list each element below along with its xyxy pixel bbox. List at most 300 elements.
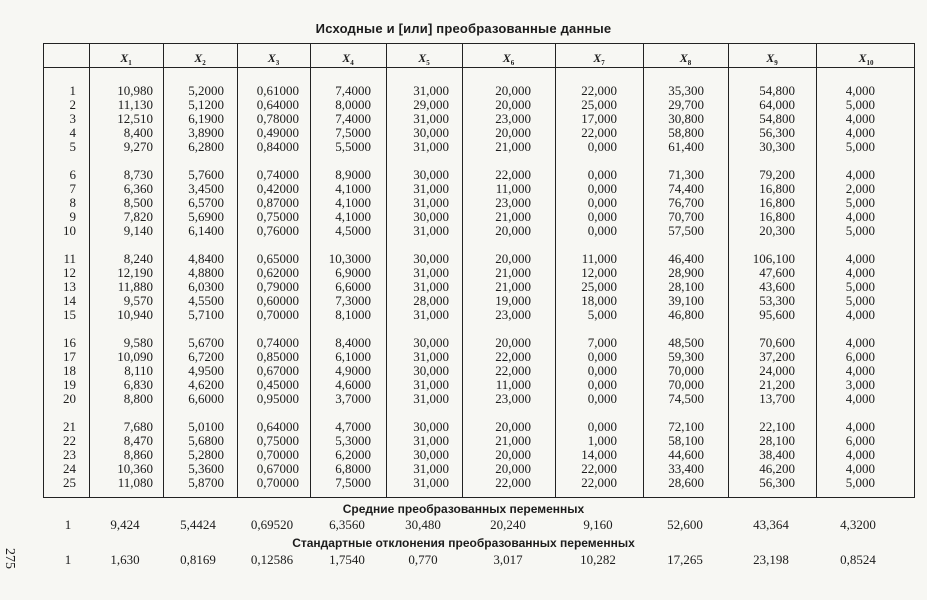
table-cell: 20,000: [495, 125, 531, 140]
table-cell: 20,000: [495, 223, 531, 238]
table-cell: 0,67000: [256, 363, 299, 378]
table-cell: 31,000: [413, 475, 449, 490]
table-cell: 8,800: [123, 391, 153, 406]
table-cell: 5,000: [845, 293, 875, 308]
summary-cell: 30,480: [405, 517, 441, 532]
row-number: 18: [63, 363, 76, 378]
table-cell: 2,000: [845, 181, 875, 196]
table-cell: 4,000: [845, 209, 875, 224]
table-cell: 0,000: [587, 181, 617, 196]
table-cell: 0,49000: [256, 125, 299, 140]
summary-cell: 10,282: [580, 552, 616, 567]
table-cell: 53,300: [759, 293, 795, 308]
page-number: 275: [2, 548, 17, 569]
table-cell: 22,000: [581, 125, 617, 140]
table-cell: 28,100: [759, 433, 795, 448]
table-cell: 44,600: [668, 447, 704, 462]
table-cell: 22,000: [581, 461, 617, 476]
table-cell: 48,500: [668, 335, 704, 350]
table-cell: 31,000: [413, 377, 449, 392]
summary-cell: 20,240: [490, 517, 526, 532]
table-cell: 31,000: [413, 433, 449, 448]
table-cell: 28,600: [668, 475, 704, 490]
table-cell: 4,000: [845, 447, 875, 462]
table-cell: 5,3600: [188, 461, 224, 476]
table-cell: 5,6900: [188, 209, 224, 224]
table-cell: 5,3000: [335, 433, 371, 448]
column-divider: [462, 44, 463, 497]
table-cell: 5,6700: [188, 335, 224, 350]
row-number: 8: [69, 195, 76, 210]
table-cell: 29,700: [668, 97, 704, 112]
table-cell: 7,820: [123, 209, 153, 224]
table-cell: 13,700: [759, 391, 795, 406]
column-divider: [816, 44, 817, 497]
table-cell: 0,85000: [256, 349, 299, 364]
table-cell: 7,000: [587, 335, 617, 350]
table-cell: 11,000: [495, 181, 531, 196]
table-cell: 30,300: [759, 139, 795, 154]
summary-cell: 52,600: [667, 517, 703, 532]
table-cell: 0,84000: [256, 139, 299, 154]
table-cell: 8,9000: [335, 167, 371, 182]
table-cell: 0,000: [587, 419, 617, 434]
table-cell: 6,6000: [188, 391, 224, 406]
table-cell: 10,940: [117, 307, 153, 322]
table-cell: 5,000: [845, 223, 875, 238]
table-cell: 0,74000: [256, 167, 299, 182]
table-cell: 23,000: [495, 195, 531, 210]
table-cell: 4,000: [845, 167, 875, 182]
row-number: 12: [63, 265, 76, 280]
table-cell: 6,6000: [335, 279, 371, 294]
table-cell: 0,60000: [256, 293, 299, 308]
table-cell: 46,200: [759, 461, 795, 476]
table-cell: 35,300: [668, 83, 704, 98]
table-cell: 31,000: [413, 349, 449, 364]
table-cell: 20,000: [495, 335, 531, 350]
table-cell: 5,000: [587, 307, 617, 322]
table-cell: 4,1000: [335, 209, 371, 224]
table-cell: 20,000: [495, 447, 531, 462]
table-cell: 20,000: [495, 97, 531, 112]
table-cell: 28,900: [668, 265, 704, 280]
table-cell: 0,000: [587, 209, 617, 224]
summary-cell: 0,69520: [250, 517, 294, 532]
table-cell: 5,7600: [188, 167, 224, 182]
table-cell: 10,980: [117, 83, 153, 98]
table-cell: 3,7000: [335, 391, 371, 406]
table-cell: 6,2000: [335, 447, 371, 462]
table-cell: 30,000: [413, 447, 449, 462]
table-cell: 54,800: [759, 111, 795, 126]
table-cell: 6,830: [123, 377, 153, 392]
row-number: 11: [63, 251, 76, 266]
column-divider: [728, 44, 729, 497]
table-cell: 74,500: [668, 391, 704, 406]
row-number: 25: [63, 475, 76, 490]
table-cell: 58,100: [668, 433, 704, 448]
table-cell: 5,000: [845, 97, 875, 112]
table-cell: 8,0000: [335, 97, 371, 112]
row-number: 17: [63, 349, 76, 364]
table-cell: 7,3000: [335, 293, 371, 308]
table-cell: 79,200: [759, 167, 795, 182]
row-number: 21: [63, 419, 76, 434]
table-cell: 10,3000: [328, 251, 371, 266]
table-cell: 16,800: [759, 209, 795, 224]
row-number: 16: [63, 335, 76, 350]
table-cell: 76,700: [668, 195, 704, 210]
table-cell: 6,5700: [188, 195, 224, 210]
table-cell: 0,42000: [256, 181, 299, 196]
table-cell: 8,730: [123, 167, 153, 182]
summary-cell: 0,8169: [180, 552, 216, 567]
table-cell: 0,75000: [256, 433, 299, 448]
table-cell: 5,0100: [188, 419, 224, 434]
table-cell: 0,70000: [256, 475, 299, 490]
table-cell: 4,9500: [188, 363, 224, 378]
table-cell: 7,4000: [335, 111, 371, 126]
table-cell: 4,000: [845, 363, 875, 378]
table-cell: 64,000: [759, 97, 795, 112]
table-cell: 0,000: [587, 391, 617, 406]
table-cell: 28,000: [413, 293, 449, 308]
table-cell: 4,000: [845, 461, 875, 476]
table-cell: 21,000: [495, 139, 531, 154]
table-cell: 6,2800: [188, 139, 224, 154]
row-number: 6: [69, 167, 76, 182]
column-divider: [89, 44, 90, 497]
table-cell: 12,000: [581, 265, 617, 280]
table-cell: 0,62000: [256, 265, 299, 280]
summary-cell: 1,7540: [329, 552, 365, 567]
table-cell: 11,000: [581, 251, 617, 266]
row-number: 19: [63, 377, 76, 392]
table-cell: 5,7100: [188, 307, 224, 322]
table-cell: 37,200: [759, 349, 795, 364]
row-number: 13: [63, 279, 76, 294]
table-cell: 18,000: [581, 293, 617, 308]
table-cell: 4,000: [845, 251, 875, 266]
header-divider: [44, 67, 914, 68]
table-cell: 47,600: [759, 265, 795, 280]
table-cell: 5,000: [845, 195, 875, 210]
table-cell: 5,2800: [188, 447, 224, 462]
table-cell: 3,8900: [188, 125, 224, 140]
table-cell: 4,000: [845, 391, 875, 406]
table-cell: 31,000: [413, 111, 449, 126]
table-cell: 7,4000: [335, 83, 371, 98]
row-number: 1: [64, 517, 72, 532]
table-cell: 95,600: [759, 307, 795, 322]
table-cell: 72,100: [668, 419, 704, 434]
summary-cell: 0,8524: [840, 552, 876, 567]
column-header: $X_7$: [593, 51, 605, 67]
table-cell: 4,000: [845, 335, 875, 350]
summary-cell: 4,3200: [840, 517, 876, 532]
table-cell: 31,000: [413, 391, 449, 406]
table-cell: 0,74000: [256, 335, 299, 350]
table-cell: 70,600: [759, 335, 795, 350]
table-cell: 0,76000: [256, 223, 299, 238]
table-cell: 22,100: [759, 419, 795, 434]
table-cell: 29,000: [413, 97, 449, 112]
column-header: $X_1$: [120, 51, 132, 67]
table-cell: 70,700: [668, 209, 704, 224]
table-cell: 22,000: [495, 349, 531, 364]
table-cell: 0,65000: [256, 251, 299, 266]
table-cell: 4,1000: [335, 181, 371, 196]
table-cell: 12,190: [117, 265, 153, 280]
table-cell: 56,300: [759, 475, 795, 490]
table-cell: 14,000: [581, 447, 617, 462]
table-cell: 30,000: [413, 363, 449, 378]
table-cell: 19,000: [495, 293, 531, 308]
table-cell: 21,000: [495, 279, 531, 294]
table-cell: 23,000: [495, 307, 531, 322]
table-cell: 8,1000: [335, 307, 371, 322]
table-cell: 30,000: [413, 251, 449, 266]
table-cell: 25,000: [581, 279, 617, 294]
table-cell: 31,000: [413, 223, 449, 238]
table-cell: 33,400: [668, 461, 704, 476]
table-cell: 4,000: [845, 419, 875, 434]
table-cell: 0,78000: [256, 111, 299, 126]
table-cell: 6,0300: [188, 279, 224, 294]
table-cell: 30,800: [668, 111, 704, 126]
summary-cell: 0,770: [408, 552, 438, 567]
table-cell: 0,000: [587, 363, 617, 378]
table-cell: 6,360: [123, 181, 153, 196]
column-header: $X_9$: [766, 51, 778, 67]
column-divider: [555, 44, 556, 497]
table-cell: 4,5000: [335, 223, 371, 238]
row-number: 23: [63, 447, 76, 462]
stddev-heading: Стандартные отклонения преобразованных переменных: [292, 536, 635, 550]
table-cell: 38,400: [759, 447, 795, 462]
table-cell: 31,000: [413, 83, 449, 98]
row-number: 14: [63, 293, 76, 308]
table-cell: 70,000: [668, 363, 704, 378]
row-number: 15: [63, 307, 76, 322]
row-number: 9: [69, 209, 76, 224]
table-cell: 6,1000: [335, 349, 371, 364]
column-header: $X_3$: [267, 51, 280, 67]
table-cell: 21,200: [759, 377, 795, 392]
table-cell: 25,000: [581, 97, 617, 112]
table-cell: 6,000: [845, 433, 875, 448]
table-cell: 9,140: [123, 223, 153, 238]
table-cell: 31,000: [413, 279, 449, 294]
summary-cell: 0,12586: [250, 552, 294, 567]
table-cell: 6,1900: [188, 111, 224, 126]
table-cell: 22,000: [495, 363, 531, 378]
table-cell: 9,580: [123, 335, 153, 350]
table-cell: 6,1400: [188, 223, 224, 238]
table-cell: 20,000: [495, 461, 531, 476]
table-cell: 28,100: [668, 279, 704, 294]
table-cell: 4,1000: [335, 195, 371, 210]
table-cell: 4,6200: [188, 377, 224, 392]
table-cell: 0,67000: [256, 461, 299, 476]
table-cell: 0,75000: [256, 209, 299, 224]
table-cell: 31,000: [413, 139, 449, 154]
table-cell: 1,000: [587, 433, 617, 448]
column-header: $X_4$: [342, 51, 354, 67]
table-cell: 22,000: [495, 475, 531, 490]
column-divider: [386, 44, 387, 497]
column-divider: [237, 44, 238, 497]
table-cell: 4,8800: [188, 265, 224, 280]
table-cell: 0,64000: [256, 97, 299, 112]
table-cell: 61,400: [668, 139, 704, 154]
table-cell: 71,300: [668, 167, 704, 182]
table-cell: 31,000: [413, 265, 449, 280]
row-number: 10: [63, 223, 76, 238]
table-cell: 16,800: [759, 181, 795, 196]
table-cell: 21,000: [495, 265, 531, 280]
table-cell: 3,4500: [188, 181, 224, 196]
table-cell: 4,000: [845, 307, 875, 322]
table-cell: 0,000: [587, 377, 617, 392]
row-number: 7: [69, 181, 76, 196]
table-cell: 4,6000: [335, 377, 371, 392]
table-cell: 7,680: [123, 419, 153, 434]
table-cell: 23,000: [495, 111, 531, 126]
table-cell: 30,000: [413, 335, 449, 350]
summary-cell: 9,424: [110, 517, 140, 532]
table-cell: 6,8000: [335, 461, 371, 476]
table-cell: 58,800: [668, 125, 704, 140]
table-cell: 11,080: [117, 475, 153, 490]
column-header: $X_6$: [502, 51, 515, 67]
table-cell: 12,510: [117, 111, 153, 126]
table-cell: 4,8400: [188, 251, 224, 266]
table-cell: 0,000: [587, 139, 617, 154]
table-cell: 16,800: [759, 195, 795, 210]
table-cell: 20,000: [495, 83, 531, 98]
table-cell: 0,000: [587, 349, 617, 364]
table-cell: 10,090: [117, 349, 153, 364]
table-cell: 20,000: [495, 251, 531, 266]
table-cell: 31,000: [413, 181, 449, 196]
column-header: $X_5$: [418, 51, 430, 67]
table-cell: 0,79000: [256, 279, 299, 294]
table-cell: 7,5000: [335, 125, 371, 140]
column-header: $X_{10}$: [858, 51, 874, 67]
summary-cell: 5,4424: [180, 517, 216, 532]
table-cell: 4,000: [845, 125, 875, 140]
table-cell: 0,61000: [256, 83, 299, 98]
table-cell: 56,300: [759, 125, 795, 140]
summary-cell: 1,630: [110, 552, 140, 567]
table-cell: 0,70000: [256, 447, 299, 462]
table-cell: 43,600: [759, 279, 795, 294]
table-cell: 8,110: [124, 363, 153, 378]
table-cell: 59,300: [668, 349, 704, 364]
table-cell: 22,000: [581, 475, 617, 490]
row-number: 4: [69, 125, 76, 140]
table-cell: 30,000: [413, 209, 449, 224]
table-cell: 39,100: [668, 293, 704, 308]
table-cell: 7,5000: [335, 475, 371, 490]
row-number: 24: [63, 461, 76, 476]
table-cell: 8,470: [123, 433, 153, 448]
row-number: 5: [69, 139, 76, 154]
table-cell: 5,8700: [188, 475, 224, 490]
table-cell: 5,000: [845, 279, 875, 294]
table-cell: 22,000: [495, 167, 531, 182]
summary-cell: 17,265: [667, 552, 703, 567]
column-header: $X_8$: [679, 51, 692, 67]
table-cell: 5,000: [845, 139, 875, 154]
table-cell: 4,000: [845, 83, 875, 98]
data-table: [43, 43, 915, 498]
table-cell: 0,000: [587, 223, 617, 238]
row-number: 22: [63, 433, 76, 448]
table-cell: 0,87000: [256, 195, 299, 210]
table-cell: 46,800: [668, 307, 704, 322]
table-cell: 8,400: [123, 125, 153, 140]
table-cell: 0,000: [587, 195, 617, 210]
table-cell: 6,000: [845, 349, 875, 364]
column-header: $X_2$: [194, 51, 206, 67]
table-cell: 17,000: [581, 111, 617, 126]
summary-cell: 9,160: [583, 517, 613, 532]
table-cell: 5,6800: [188, 433, 224, 448]
table-cell: 11,000: [495, 377, 531, 392]
table-cell: 30,000: [413, 125, 449, 140]
row-number: 20: [63, 391, 76, 406]
table-cell: 4,7000: [335, 419, 371, 434]
table-cell: 31,000: [413, 307, 449, 322]
table-cell: 5,2000: [188, 83, 224, 98]
table-title: Исходные и [или] преобразованные данные: [315, 21, 612, 36]
table-cell: 0,45000: [256, 377, 299, 392]
table-cell: 46,400: [668, 251, 704, 266]
summary-cell: 3,017: [493, 552, 523, 567]
table-cell: 22,000: [581, 83, 617, 98]
table-cell: 30,000: [413, 167, 449, 182]
table-cell: 21,000: [495, 209, 531, 224]
table-cell: 9,570: [123, 293, 153, 308]
table-cell: 21,000: [495, 433, 531, 448]
table-cell: 4,000: [845, 265, 875, 280]
summary-cell: 23,198: [753, 552, 789, 567]
table-cell: 4,000: [845, 111, 875, 126]
table-cell: 9,270: [123, 139, 153, 154]
column-divider: [643, 44, 644, 497]
table-cell: 6,9000: [335, 265, 371, 280]
summary-cell: 6,3560: [329, 517, 365, 532]
table-cell: 11,130: [117, 97, 153, 112]
table-cell: 8,240: [123, 251, 153, 266]
table-cell: 11,880: [117, 279, 153, 294]
table-cell: 3,000: [845, 377, 875, 392]
table-cell: 5,5000: [335, 139, 371, 154]
table-cell: 4,5500: [188, 293, 224, 308]
table-cell: 57,500: [668, 223, 704, 238]
row-number: 3: [69, 111, 76, 126]
table-cell: 0,64000: [256, 419, 299, 434]
table-cell: 30,000: [413, 419, 449, 434]
table-cell: 4,9000: [335, 363, 371, 378]
table-cell: 8,4000: [335, 335, 371, 350]
table-cell: 0,95000: [256, 391, 299, 406]
table-cell: 74,400: [668, 181, 704, 196]
table-cell: 8,860: [123, 447, 153, 462]
